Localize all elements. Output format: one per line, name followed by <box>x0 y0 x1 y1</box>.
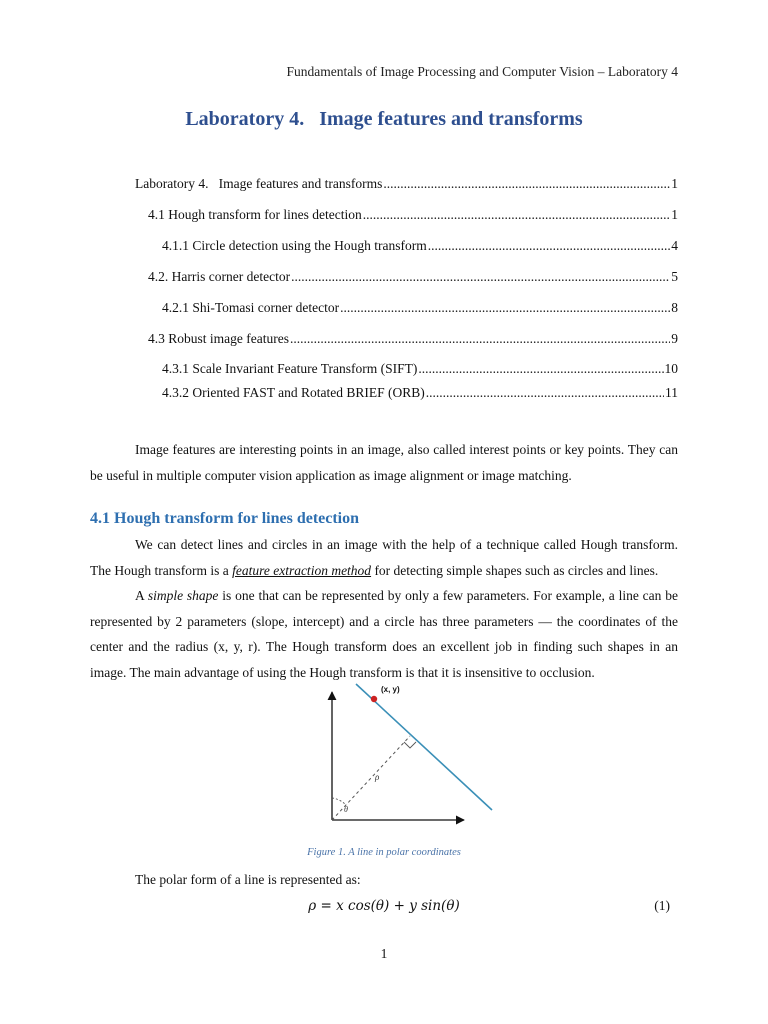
toc-entry[interactable] <box>148 207 678 225</box>
paragraph-text: We can detect lines and circles in an image with the help of a technique called Hough transform. The Hough transform is a <box>90 537 678 578</box>
emphasized-term: simple shape <box>147 588 219 603</box>
toc-entry-text: 4.1 Hough transform for lines detection <box>148 207 362 222</box>
polar-form-intro: The polar form of a line is represented as: <box>135 872 361 887</box>
intro-text: Image features are interesting points in an image, also called interest points or key points. They can be useful in multiple computer vision application as image alignment or image matching. <box>90 442 678 483</box>
toc-leader <box>290 331 670 347</box>
toc-leader <box>383 176 670 192</box>
toc-entry-page: 5 <box>671 269 678 284</box>
section-paragraph-1 <box>90 532 678 583</box>
paragraph-text: is one that can be represented by only a few parameters. For example, a line can be represented by 2 parameters (slope, intercept) and a circle has three parameters — the coordinates of the center and the radius (x, y, r). The Hough transform does an excellent job in finding such shapes in an image. The main advantage of using the Hough transform is that it is insensitive to occlusion. <box>90 588 678 680</box>
figure-caption: Figure 1. A line in polar coordinates <box>307 847 461 858</box>
theta-arc <box>332 798 346 805</box>
toc-leader <box>426 385 664 401</box>
page-title: Laboratory 4. Image features and transforms <box>185 108 583 130</box>
toc-entry-page: 11 <box>665 385 678 400</box>
theta-label: θ <box>344 805 348 814</box>
line <box>356 684 492 810</box>
paragraph-text: for detecting simple shapes such as circles and lines. <box>371 562 659 578</box>
toc-entry-text: 4.3 Robust image features <box>148 331 289 346</box>
toc-leader <box>363 207 671 223</box>
toc-entry[interactable] <box>148 269 678 287</box>
polar-line-figure <box>318 680 498 825</box>
toc-entry-text: 4.3.2 Oriented FAST and Rotated BRIEF (ORB) <box>162 385 425 400</box>
rho-label: ρ <box>375 772 380 782</box>
toc-entry-page: 10 <box>664 361 678 376</box>
toc-leader <box>428 238 671 254</box>
paragraph-text: A <box>135 588 148 603</box>
toc-leader <box>340 300 670 316</box>
toc-entry-page: 8 <box>671 300 678 315</box>
polar-line-diagram <box>318 680 498 825</box>
equation: ρ = x cos(θ) + y sin(θ) <box>308 898 460 914</box>
toc-entry-page: 1 <box>671 207 678 222</box>
toc-entry-page: 9 <box>671 331 678 346</box>
toc-leader <box>418 361 663 377</box>
toc-entry[interactable] <box>135 176 678 194</box>
toc-entry-text: 4.2. Harris corner detector <box>148 269 291 284</box>
toc-entry-text: 4.2.1 Shi-Tomasi corner detector <box>162 300 340 315</box>
toc-entry-page: 4 <box>671 238 678 253</box>
toc-entry-text: Laboratory 4. Image features and transforms <box>135 176 383 191</box>
emphasized-term: feature extraction method <box>232 562 372 578</box>
toc-entry-text: 4.1.1 Circle detection using the Hough transform <box>162 238 427 253</box>
right-angle-marker <box>404 742 416 748</box>
point-marker <box>371 696 377 702</box>
toc-entry[interactable] <box>148 331 678 349</box>
toc-entry[interactable] <box>162 385 678 403</box>
toc-entry[interactable] <box>162 300 678 318</box>
page-number: 1 <box>380 946 388 961</box>
equation-number: (1) <box>654 898 670 913</box>
toc-entry-text: 4.3.1 Scale Invariant Feature Transform (SIFT) <box>162 361 418 376</box>
running-header: Fundamentals of Image Processing and Computer Vision – Laboratory 4 <box>286 64 678 79</box>
point-label: (x, y) <box>381 685 400 694</box>
section-heading: 4.1 Hough transform for lines detection <box>90 510 360 527</box>
toc-leader <box>291 269 670 285</box>
toc-entry[interactable] <box>162 361 678 379</box>
section-paragraph-2 <box>90 583 678 685</box>
toc-entry-page: 1 <box>671 176 678 191</box>
toc-entry[interactable] <box>162 238 678 256</box>
intro-paragraph <box>90 437 678 488</box>
